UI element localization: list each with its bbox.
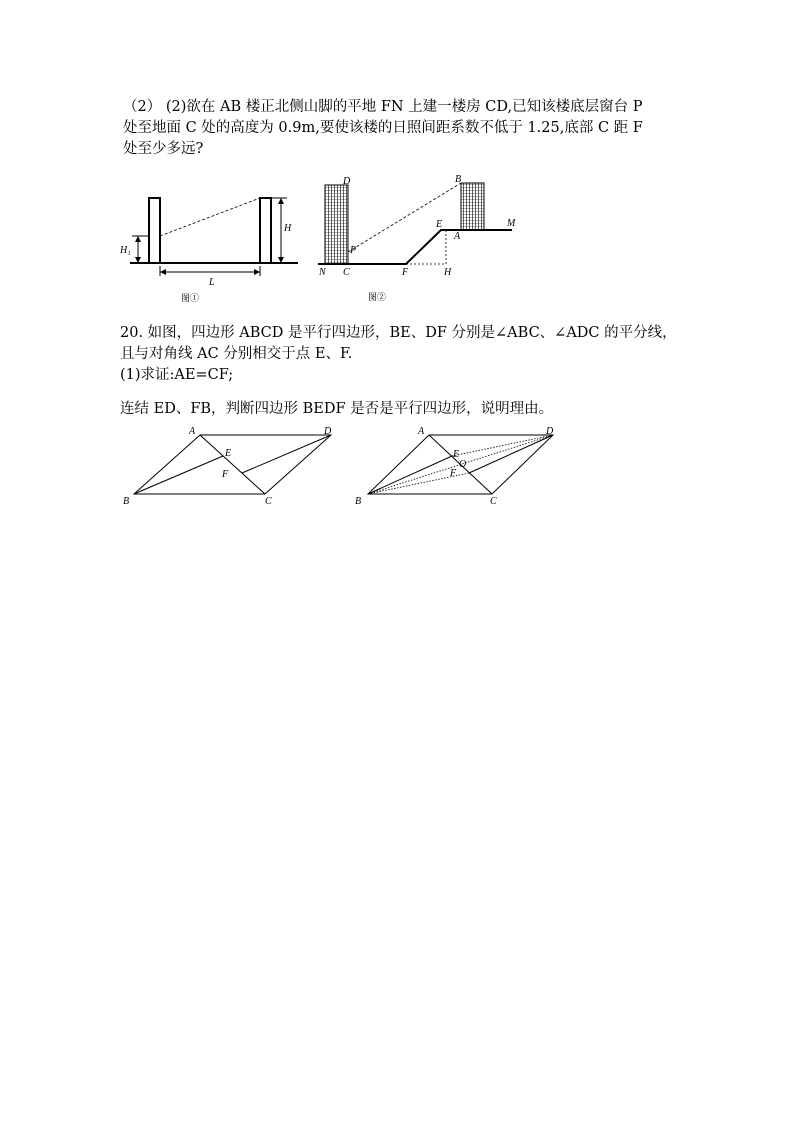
building-cd: [325, 185, 348, 264]
label-o: O: [459, 459, 467, 470]
segment-df: [242, 435, 331, 473]
label-e: E: [453, 449, 460, 460]
figure-3-parallelogram: [115, 420, 345, 510]
q20-line-1: 20. 如图，四边形 ABCD 是平行四边形，BE、DF 分别是∠ABC、∠ADC 的平分线，: [120, 325, 677, 341]
label-f: F: [222, 469, 229, 480]
figure-2-hillside: [313, 172, 523, 307]
sun-ray-dashed: [160, 198, 260, 236]
label-l: L: [209, 277, 215, 288]
segment-be: [368, 456, 452, 494]
label-h: H: [444, 267, 452, 278]
label-n: N: [319, 267, 326, 278]
label-e: E: [436, 219, 443, 230]
segment-be: [134, 456, 223, 494]
label-b: B: [123, 496, 130, 507]
label-a: A: [454, 231, 461, 242]
label-c: C: [265, 496, 272, 507]
sun-ray-dashed: [348, 183, 461, 252]
figure-1-caption: 图①: [181, 293, 200, 303]
figure-1-building-spacing: [115, 188, 305, 308]
label-d: D: [546, 426, 554, 437]
label-d: D: [343, 176, 351, 187]
q19-line-3: 处至少多远?: [123, 141, 204, 157]
label-d: D: [324, 426, 332, 437]
q19-line-1: （2） (2)欲在 AB 楼正北侧山脚的平地 FN 上建一楼房 CD,已知该楼底层窗台 P: [123, 99, 643, 115]
building-right: [260, 198, 271, 263]
label-b: B: [455, 174, 462, 185]
building-ab: [461, 183, 484, 230]
figure-4-parallelogram-bedf: [350, 420, 570, 510]
label-a: A: [189, 426, 196, 437]
q19-line-2: 处至地面 C 处的高度为 0.9m,要使该楼的日照间距系数不低于 1.25,底部 C 距 F: [123, 120, 643, 136]
building-left: [149, 198, 160, 263]
label-m: M: [507, 218, 516, 229]
q20-line-3: (1)求证:AE=CF;: [120, 367, 234, 383]
label-p: P: [350, 245, 357, 256]
label-c: C: [343, 267, 350, 278]
label-b: B: [355, 496, 362, 507]
label-h: H: [284, 223, 292, 234]
q20-line-2: 且与对角线 AC 分别相交于点 E、F.: [120, 346, 353, 362]
diagonal-ac: [200, 435, 265, 494]
label-f: F: [450, 468, 457, 479]
segment-df: [469, 435, 553, 473]
figure-2-caption: 图②: [368, 292, 387, 302]
label-e: E: [225, 448, 232, 459]
label-h1: H₁: [120, 245, 131, 256]
q20-line-4: 连结 ED、FB，判断四边形 BEDF 是否是平行四边形，说明理由。: [120, 401, 554, 417]
segment-ed-dotted: [452, 435, 553, 456]
label-c: C: [490, 496, 497, 507]
label-f: F: [402, 267, 409, 278]
label-a: A: [418, 426, 425, 437]
